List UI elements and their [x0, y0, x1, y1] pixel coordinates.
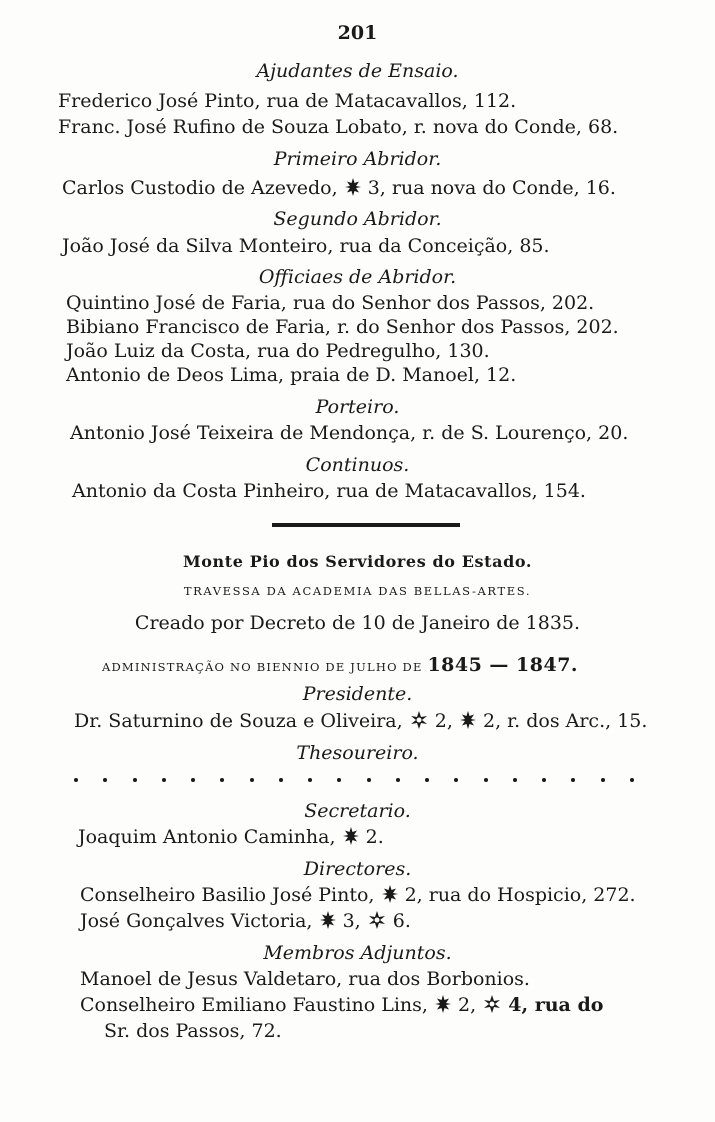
dot	[191, 778, 195, 782]
entry-director-2	[80, 910, 411, 934]
entry-membro-2-cont: Sr. dos Passos, 72.	[104, 1020, 282, 1042]
dot	[601, 778, 605, 782]
entry-name: Conselheiro Basilio José Pinto,	[80, 884, 375, 906]
entry-name: Dr. Saturnino de Souza e Oliveira,	[74, 710, 403, 732]
star-medal-icon	[483, 995, 501, 1018]
dot	[74, 778, 78, 782]
heading-porteiro: Porteiro.	[315, 396, 400, 418]
entry-presidente	[74, 710, 647, 734]
maltese-cross-icon	[345, 178, 361, 201]
entry-rest: 2, r. dos Arc., 15.	[483, 710, 648, 732]
administration-dates: 1845 — 1847.	[427, 654, 579, 676]
entry-segundo-abridor: João José da Silva Monteiro, rua da Conceição, 85.	[62, 235, 550, 257]
heading-ajudantes: Ajudantes de Ensaio.	[256, 60, 459, 82]
dot	[337, 778, 341, 782]
administration-line	[102, 654, 578, 676]
dot	[103, 778, 107, 782]
section-divider	[272, 523, 460, 527]
heading-secretario: Secretario.	[304, 800, 411, 822]
maltese-cross-icon	[435, 995, 451, 1018]
entry-rest: 6.	[392, 910, 411, 932]
dot	[367, 778, 371, 782]
entry-order-1: 2,	[434, 710, 453, 732]
entry-ajudante-2: Franc. José Rufino de Souza Lobato, r. nova do Conde, 68.	[58, 116, 619, 138]
dot	[396, 778, 400, 782]
vacant-dots	[74, 778, 634, 782]
entry-official-1: Quintino José de Faria, rua do Senhor dos Passos, 202.	[66, 292, 595, 314]
institution-address: TRAVESSA DA ACADEMIA DAS BELLAS-ARTES.	[183, 584, 532, 598]
entry-name: Joaquim Antonio Caminha,	[78, 826, 336, 848]
heading-directores: Directores.	[303, 858, 412, 880]
entry-name: Carlos Custodio de Azevedo,	[62, 177, 338, 199]
institution-decree: Creado por Decreto de 10 de Janeiro de 1835.	[134, 612, 581, 634]
dot	[133, 778, 137, 782]
entry-order-1: 2,	[458, 994, 477, 1016]
entry-rest: 3, rua nova do Conde, 16.	[367, 177, 616, 199]
heading-continuos: Continuos.	[305, 454, 410, 476]
entry-secretario	[78, 826, 384, 850]
entry-director-1	[80, 884, 636, 908]
dot	[425, 778, 429, 782]
entry-official-2: Bibiano Francisco de Faria, r. do Senhor dos Passos, 202.	[66, 316, 619, 338]
heading-membros: Membros Adjuntos.	[263, 942, 452, 964]
entry-official-3: João Luiz da Costa, rua do Pedregulho, 130.	[66, 340, 490, 362]
star-medal-icon	[368, 911, 386, 934]
heading-officiaes: Officiaes de Abridor.	[258, 266, 457, 288]
institution-title: Monte Pio dos Servidores do Estado.	[182, 552, 533, 571]
heading-presidente: Presidente.	[302, 683, 413, 705]
maltese-cross-icon	[320, 911, 336, 934]
dot	[279, 778, 283, 782]
heading-primeiro-abridor: Primeiro Abridor.	[273, 148, 442, 170]
entry-ajudante-1: Frederico José Pinto, rua de Matacavallos, 112.	[58, 90, 517, 112]
dot	[162, 778, 166, 782]
heading-segundo-abridor: Segundo Abridor.	[273, 208, 442, 230]
entry-rest: 4, rua do	[508, 994, 604, 1016]
dot	[454, 778, 458, 782]
dot	[250, 778, 254, 782]
maltese-cross-icon	[460, 711, 476, 734]
entry-membro-1: Manoel de Jesus Valdetaro, rua dos Borbonios.	[80, 968, 530, 990]
entry-name: José Gonçalves Victoria,	[80, 910, 313, 932]
entry-name: Conselheiro Emiliano Faustino Lins,	[80, 994, 428, 1016]
dot	[220, 778, 224, 782]
dot	[571, 778, 575, 782]
page-number: 201	[337, 22, 378, 44]
entry-order-1: 3,	[342, 910, 361, 932]
dot	[484, 778, 488, 782]
star-medal-icon	[410, 711, 428, 734]
entry-membro-2	[80, 994, 603, 1018]
entry-primeiro-abridor	[62, 177, 616, 201]
entry-rest: 2, rua do Hospicio, 272.	[404, 884, 636, 906]
entry-continuo: Antonio da Costa Pinheiro, rua de Matacavallos, 154.	[72, 480, 586, 502]
maltese-cross-icon	[382, 885, 398, 908]
administration-label: ADMINISTRAÇÃO NO BIENNIO DE JULHO DE	[102, 660, 423, 674]
entry-rest: 2.	[365, 826, 384, 848]
maltese-cross-icon	[343, 827, 359, 850]
dot	[542, 778, 546, 782]
dot	[513, 778, 517, 782]
heading-thesoureiro: Thesoureiro.	[296, 742, 419, 764]
entry-porteiro: Antonio José Teixeira de Mendonça, r. de S. Lourenço, 20.	[70, 422, 629, 444]
entry-official-4: Antonio de Deos Lima, praia de D. Manoel, 12.	[66, 364, 517, 386]
dot	[630, 778, 634, 782]
dot	[308, 778, 312, 782]
